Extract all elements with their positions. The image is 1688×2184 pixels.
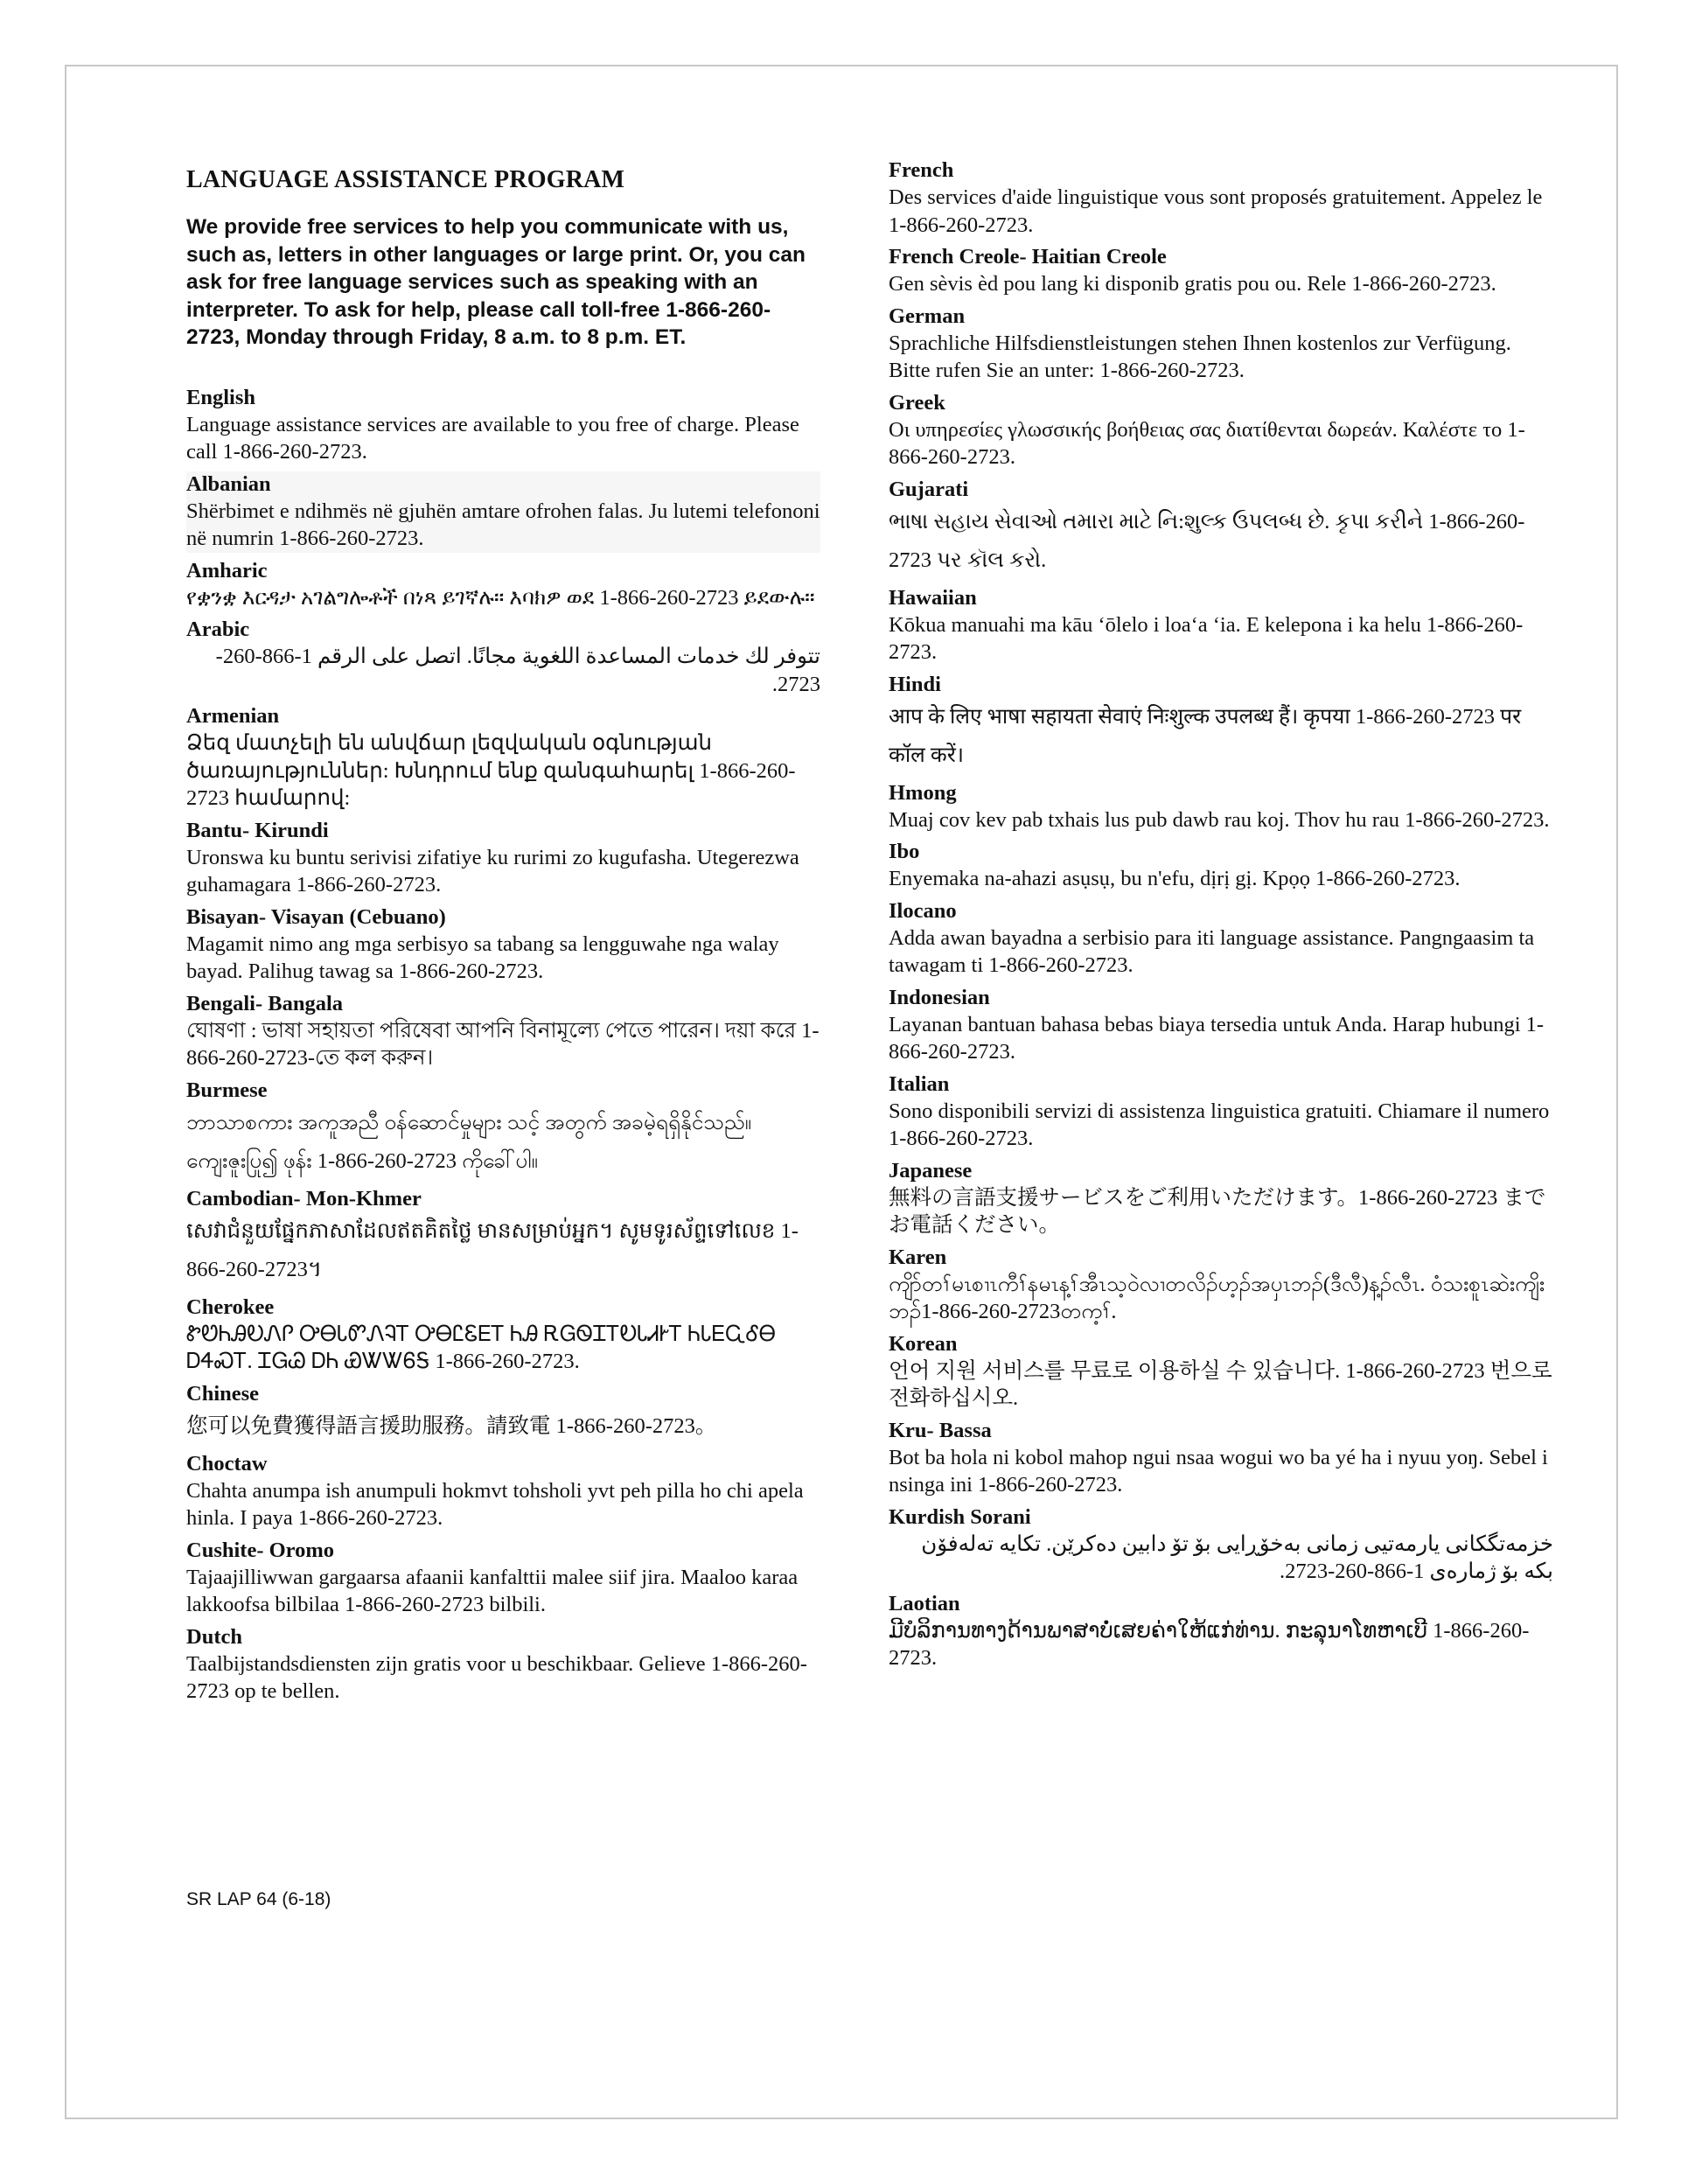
language-entry-french xyxy=(889,157,1553,239)
language-entry-hawaiian xyxy=(889,585,1553,666)
language-entry-laotian xyxy=(889,1591,1553,1672)
language-name: Karen xyxy=(889,1245,947,1269)
language-name: Chinese xyxy=(186,1381,260,1406)
page-title: LANGUAGE ASSISTANCE PROGRAM xyxy=(186,166,625,193)
language-entry-japanese xyxy=(889,1158,1553,1239)
language-entry-greek xyxy=(889,390,1553,471)
language-name: Hindi xyxy=(889,672,941,696)
language-name: Ilocano xyxy=(889,898,957,923)
language-entry-choctaw xyxy=(186,1451,820,1532)
language-entry-german xyxy=(889,304,1553,385)
language-entry-indonesian xyxy=(889,985,1553,1066)
language-name: Cambodian- Mon-Khmer xyxy=(186,1186,422,1211)
language-name: Japanese xyxy=(889,1158,973,1183)
language-text: आप के लिए भाषा सहायता सेवाएं निःशुल्क उपलब्ध हैं। कृपया 1-866-260-2723 पर कॉल करें। xyxy=(889,704,1522,767)
language-text: Chahta anumpa ish anumpuli hokmvt tohsholi yvt peh pilla ho chi apela hinla. I paya 1-866-260-2723. xyxy=(186,1478,804,1530)
language-name: French Creole- Haitian Creole xyxy=(889,245,1167,269)
language-text: 언어 지원 서비스를 무료로 이용하실 수 있습니다. 1-866-260-2723 번으로 전화하십시오. xyxy=(889,1358,1552,1410)
language-text: ᏑᏬᏂᎯᎧᏁᎵ ᎤᎾᏓᏛᏁᎸᎢ ᎤᎾᏝᏋᎬᎢ ᏂᎯ ᎡᏀᏫᏆᎢᎧᏓᏗᎨᎢ ᏂᏓᎬᏩᎴᎾ ᎠᏎᏍᎢ. ᏆᏀᏊ ᎠᏂ ᏯᏔᏔᏮᎦ 1-866-260-2723. xyxy=(186,1322,776,1373)
language-name: Laotian xyxy=(889,1591,960,1615)
language-name: Hawaiian xyxy=(889,585,977,610)
language-entry-dutch xyxy=(186,1624,820,1706)
language-entry-haitian-creole xyxy=(889,244,1553,298)
language-text: ມີບໍລິການທາງດ້ານພາສາບໍ່ເສຍຄ່າໃຫ້ແກ່ທ່ານ. ກະລຸນາໂທຫາເບີ 1-866-260-2723. xyxy=(889,1618,1530,1670)
language-entry-cebuano xyxy=(186,904,820,986)
language-entry-ilocano xyxy=(889,898,1553,980)
language-name: Dutch xyxy=(186,1624,242,1649)
language-name: Choctaw xyxy=(186,1451,268,1476)
language-name: Cherokee xyxy=(186,1294,275,1319)
language-name: German xyxy=(889,304,966,328)
language-entry-burmese xyxy=(186,1078,820,1181)
language-name: French xyxy=(889,158,954,182)
language-text: Layanan bantuan bahasa bebas biaya tersedia untuk Anda. Harap hubungi 1-866-260-2723. xyxy=(889,1012,1545,1064)
language-entry-kirundi xyxy=(186,818,820,899)
language-text: ঘোষণা : ভাষা সহায়তা পরিষেবা আপনি বিনামূল্যে পেতে পারেন। দয়া করে 1-866-260-2723-তে কল করুন। xyxy=(186,1018,820,1070)
language-text: Kōkua manuahi ma kāu ʻōlelo i loaʻa ʻia. E kelepona i ka helu 1-866-260-2723. xyxy=(889,612,1524,664)
language-text: Gen sèvis èd pou lang ki disponib gratis pou ou. Rele 1-866-260-2723. xyxy=(889,272,1496,296)
language-entry-english xyxy=(186,385,820,466)
language-name: Indonesian xyxy=(889,985,990,1009)
language-entry-gujarati xyxy=(889,477,1553,580)
language-name: Kru- Bassa xyxy=(889,1418,992,1442)
language-text: សេវាជំនួយផ្នែកភាសាដែលឥតគិតថ្លៃ មានសម្រាប់អ្នក។ សូមទូរស័ព្ទទៅលេខ 1-866-260-2723។ xyxy=(186,1218,799,1281)
language-name: Korean xyxy=(889,1331,958,1356)
language-text: Shërbimet e ndihmës në gjuhën amtare ofrohen falas. Ju lutemi telefononi në numrin 1-866-260-2723. xyxy=(186,499,820,550)
language-name: Kurdish Sorani xyxy=(889,1504,1031,1529)
language-text: Ձեզ մատչելի են անվճար լեզվական օգնության ծառայություններ: Խնդրում ենք զանգահարել 1-866-260-2723 համարով: xyxy=(186,731,796,810)
language-text: Adda awan bayadna a serbisio para iti language assistance. Pangngaasim ta tawagam ti 1-866-260-2723. xyxy=(889,925,1535,977)
language-entry-ibo xyxy=(889,839,1553,893)
language-name: Bengali- Bangala xyxy=(186,991,344,1015)
language-name: Hmong xyxy=(889,780,957,805)
language-text: Tajaajilliwwan gargaarsa afaanii kanfalttii malee siif jira. Maaloo karaa lakkoofsa bilbilaa 1-866-260-2723 bilbili. xyxy=(186,1565,799,1616)
language-text: Muaj cov kev pab txhais lus pub dawb rau koj. Thov hu rau 1-866-260-2723. xyxy=(889,807,1550,832)
language-entry-bassa xyxy=(889,1418,1553,1499)
language-text: Bot ba hola ni kobol mahop ngui nsaa wogui wo ba yé ha i nyuu yoŋ. Sebel i nsinga ini 1-866-260-2723. xyxy=(889,1445,1548,1497)
language-entry-karen xyxy=(889,1245,1553,1326)
language-text: Sono disponibili servizi di assistenza linguistica gratuiti. Chiamare il numero 1-866-260-2723. xyxy=(889,1099,1550,1150)
language-name: Bantu- Kirundi xyxy=(186,818,329,842)
language-text: Taalbijstandsdiensten zijn gratis voor u beschikbaar. Gelieve 1-866-260-2723 op te bellen. xyxy=(186,1651,807,1703)
language-entry-cherokee xyxy=(186,1294,820,1376)
language-text: Οι υπηρεσίες γλωσσικής βοήθειας σας διατίθενται δωρεάν. Καλέστε το 1-866-260-2723. xyxy=(889,417,1525,469)
language-name: Bisayan- Visayan (Cebuano) xyxy=(186,904,446,929)
language-text: ભાષા સહાય સેવાઓ તમારા માટે નિ:શુલ્ક ઉપલબ્ધ છે. કૃપા કરીને 1-866-260-2723 પર કૉલ કરો. xyxy=(889,509,1525,572)
language-entry-amharic xyxy=(186,558,820,612)
left-column xyxy=(186,157,820,1711)
language-text: Magamit nimo ang mga serbisyo sa tabang sa lengguwahe nga walay bayad. Palihug tawag sa 1-866-260-2723. xyxy=(186,932,779,983)
language-text: 無料の言語支援サービスをご利用いただけます。1-866-260-2723 までお電話ください。 xyxy=(889,1185,1546,1237)
language-entry-oromo xyxy=(186,1538,820,1619)
language-entry-kurdish-sorani xyxy=(889,1504,1553,1586)
language-entry-chinese xyxy=(186,1381,820,1446)
language-name: Cushite- Oromo xyxy=(186,1538,334,1562)
language-name: Gujarati xyxy=(889,477,969,501)
intro-paragraph: We provide free services to help you communicate with us, such as, letters in other languages or large print. Or, you can ask for free language services such as speaking with an interpreter. To ask for help, please call toll-free 1-866-260-2723, Monday through Friday, 8 a.m. to 8 p.m. ET. xyxy=(186,215,806,349)
language-name: Amharic xyxy=(186,558,268,583)
language-name: Greek xyxy=(889,390,945,415)
right-column xyxy=(889,157,1553,1678)
language-text: خزمەتگکانی یارمەتیی زمانی بەخۆڕایی بۆ تۆ دابین دەکرێن. تکایە تەلەفۆن بکە بۆ ژمارەی 1-866-260-2723. xyxy=(921,1532,1553,1583)
language-name: Armenian xyxy=(186,704,280,728)
language-text: Sprachliche Hilfsdienstleistungen stehen Ihnen kostenlos zur Verfügung. Bitte rufen Sie an unter: 1-866-260-2723. xyxy=(889,331,1511,382)
language-name: Albanian xyxy=(186,471,271,496)
language-name: Ibo xyxy=(889,840,920,863)
language-entry-italian xyxy=(889,1071,1553,1153)
language-entry-korean xyxy=(889,1331,1553,1413)
language-text: تتوفر لك خدمات المساعدة اللغوية مجانًا. اتصل على الرقم 1-866-260-2723. xyxy=(215,645,820,696)
language-name: English xyxy=(186,385,255,409)
language-text: ကျိာ်တၢ်မၤစၢၤကီၢ်နမၤန့ၢ်အီၤသ့ဝဲလၢတလိၣ်ဟ့ၣ်အပှၤဘၣ်(ဒီလီ)န့ၣ်လီၤ. ဝံသးစူၤဆဲးကျိးဘၣ်1-866-260-2723တက့ၢ်. xyxy=(889,1272,1545,1323)
language-entry-khmer xyxy=(186,1186,820,1289)
language-text: Uronswa ku buntu serivisi zifatiye ku rurimi zo kugufasha. Utegerezwa guhamagara 1-866-260-2723. xyxy=(186,845,799,897)
language-entry-hmong xyxy=(889,780,1553,834)
language-text: Language assistance services are available to you free of charge. Please call 1-866-260-2723. xyxy=(186,412,799,464)
language-entry-hindi xyxy=(889,672,1553,775)
language-text: ဘာသာစကား အကူအညီ ဝန်ဆောင်မှုများ သင့် အတွက် အခမဲ့ရရှိနိုင်သည်။ ကျေးဇူးပြု၍ ဖုန်း 1-866-260-2723 ကိုခေါ်ပါ။ xyxy=(186,1110,752,1173)
language-entry-bengali xyxy=(186,991,820,1072)
language-entry-albanian xyxy=(186,471,820,553)
form-code: SR LAP 64 (6-18) xyxy=(186,1889,331,1909)
language-text: የቋንቋ እርዳታ አገልግሎቶች በነጻ ይገኛሉ። እባክዎ ወደ 1-866-260-2723 ይደውሉ። xyxy=(186,585,815,610)
language-entry-arabic xyxy=(186,617,820,698)
language-text: Enyemaka na-ahazi asụsụ, bu n'efu, dịrị gị. Kpọọ 1-866-260-2723. xyxy=(889,867,1461,890)
language-text: 您可以免費獲得語言援助服務。請致電 1-866-260-2723。 xyxy=(186,1413,717,1438)
language-name: Italian xyxy=(889,1071,950,1096)
language-entry-armenian xyxy=(186,703,820,813)
language-text: Des services d'aide linguistique vous sont proposés gratuitement. Appelez le 1-866-260-2723. xyxy=(889,185,1543,237)
language-name: Burmese xyxy=(186,1078,268,1102)
language-name: Arabic xyxy=(186,618,250,641)
